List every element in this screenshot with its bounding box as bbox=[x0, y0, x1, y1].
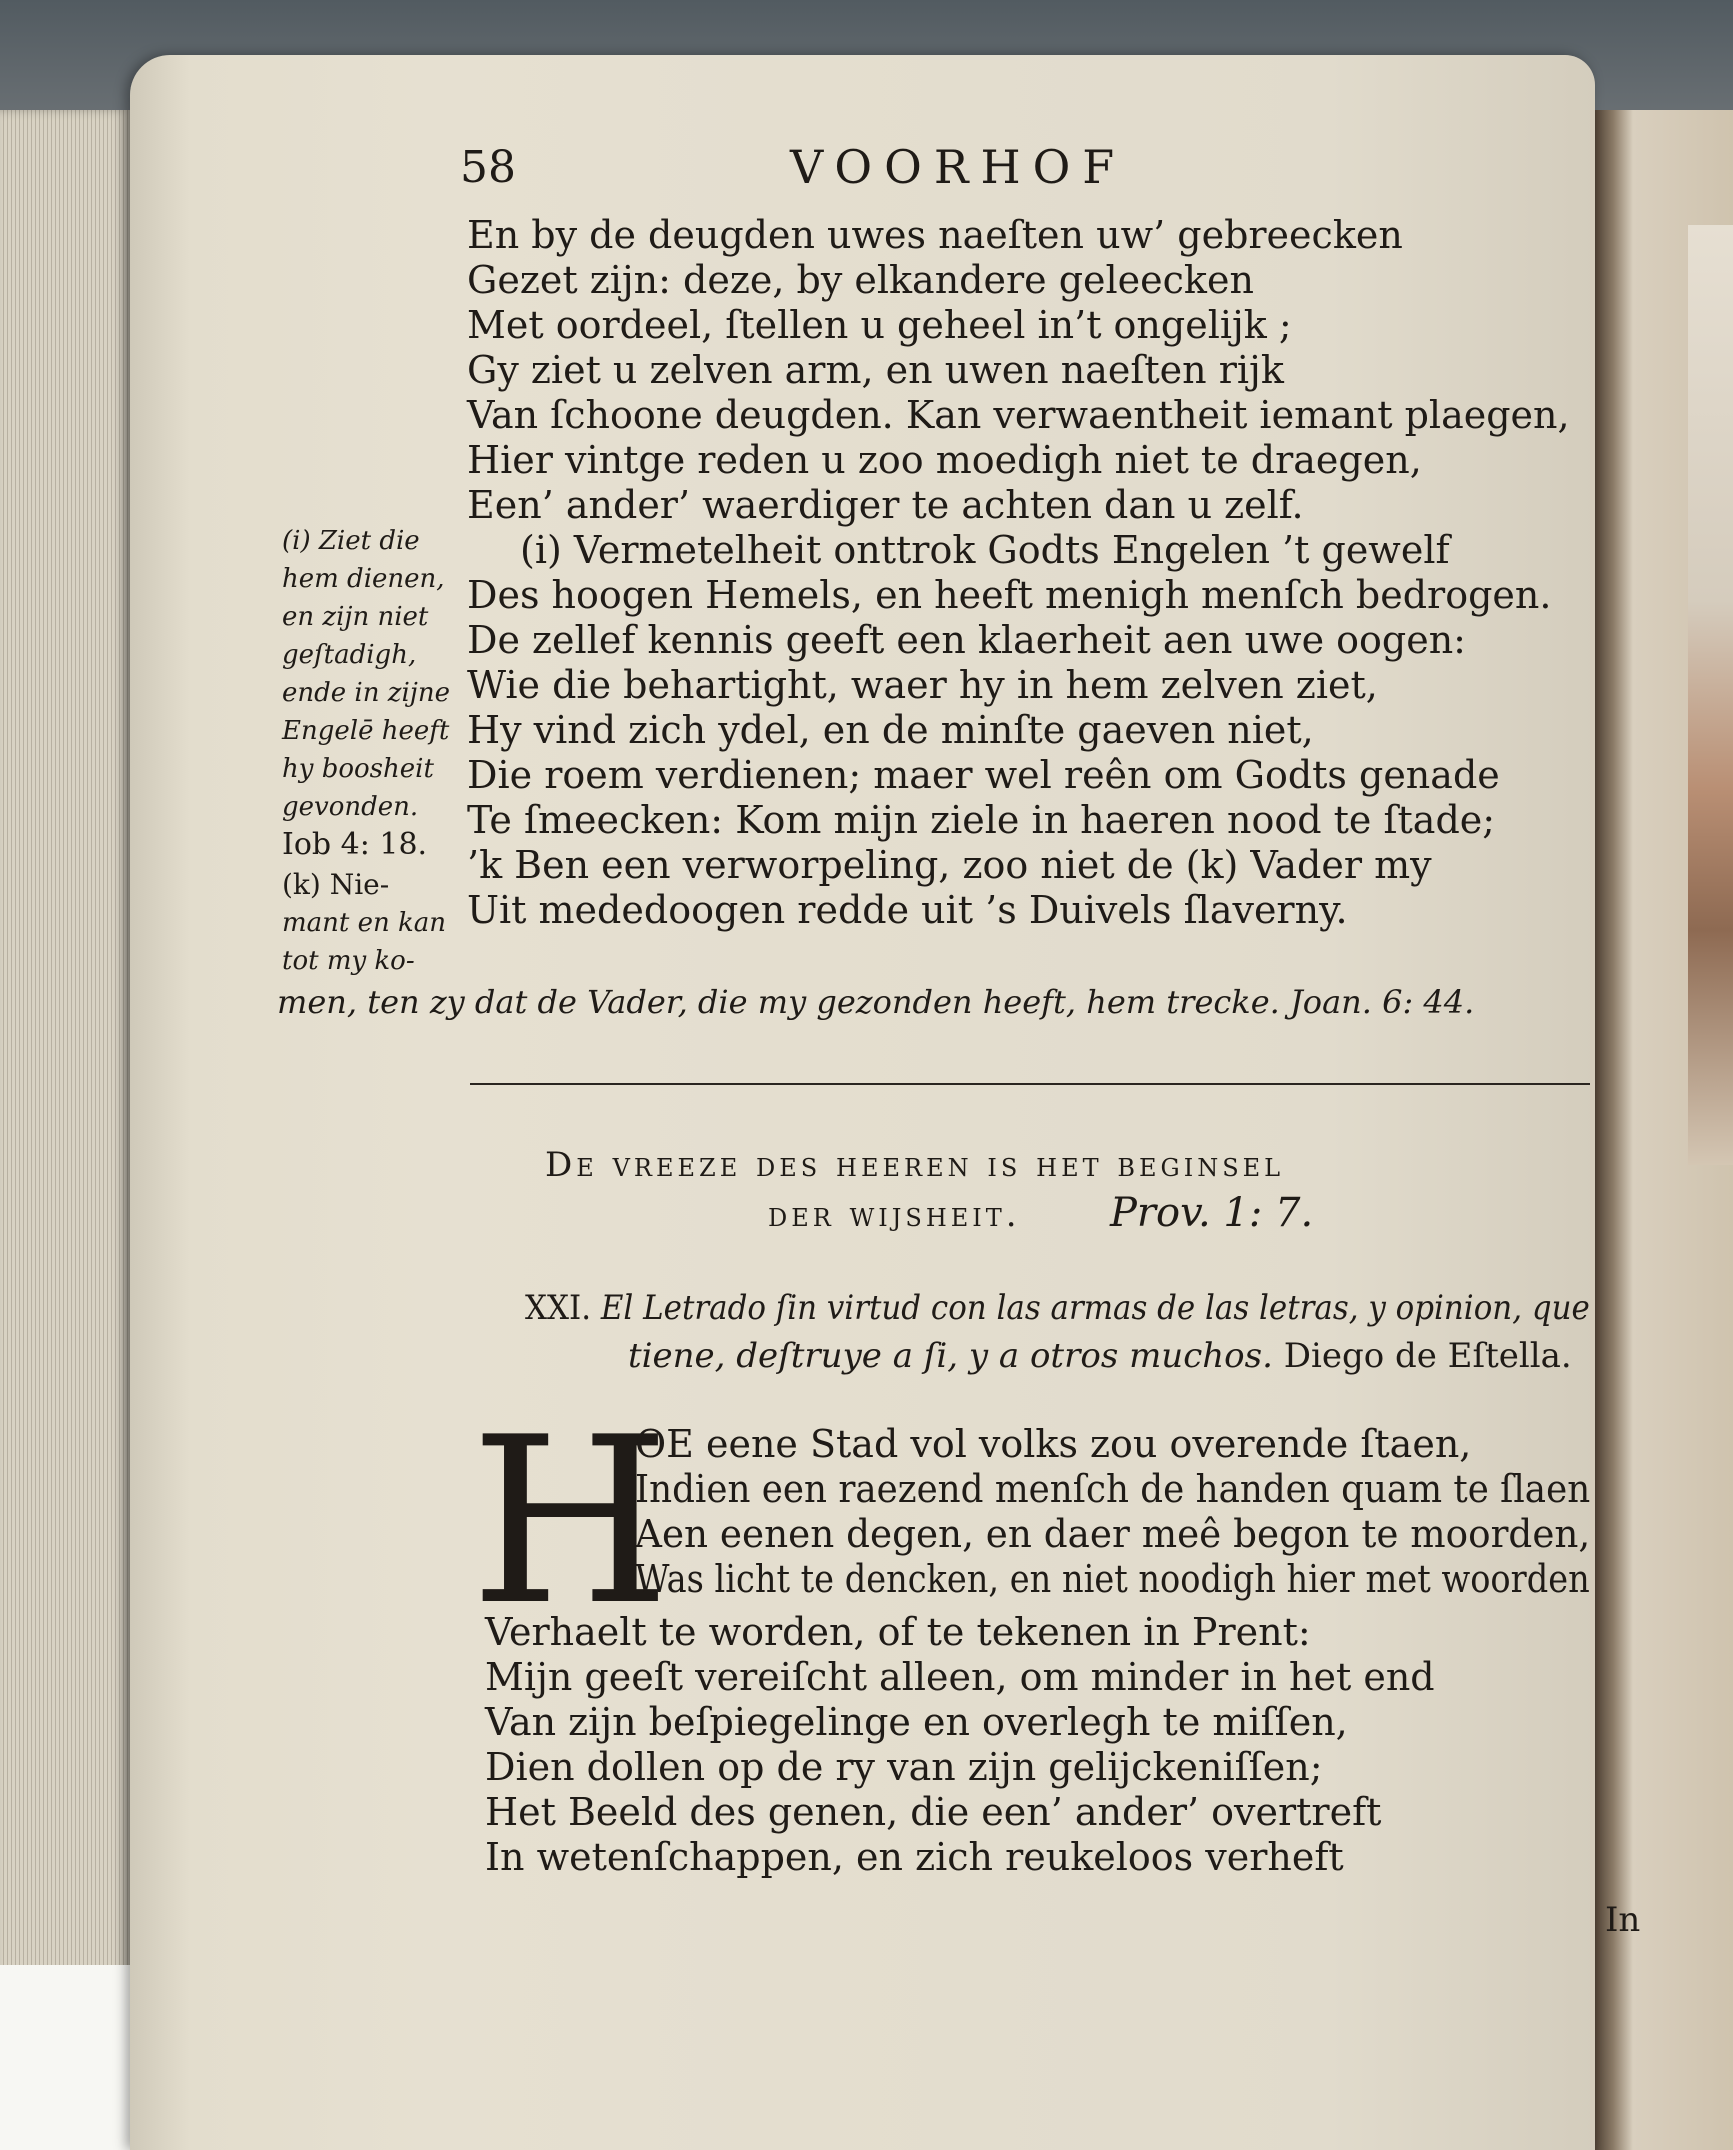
epigraph-author: Diego de Eſtella. bbox=[1283, 1336, 1572, 1376]
verse-line: Indien een raezend menſch de handen quam te ſlaen bbox=[635, 1467, 1591, 1511]
section-heading-line2: der wijsheit. bbox=[768, 1195, 1021, 1235]
verse-line: OE eene Stad vol volks zou overende ſtaen, bbox=[635, 1422, 1472, 1466]
section-heading-line1: De vreeze des heeren is het beginsel bbox=[545, 1145, 1285, 1185]
margin-note: geſtadigh, bbox=[282, 640, 417, 670]
verse-line: Was licht te dencken, en niet noodigh hier met woorden bbox=[635, 1557, 1590, 1601]
margin-note: Iob 4: 18. bbox=[282, 827, 428, 862]
verse-line: ’k Ben een verworpeling, zoo niet de (k) Vader my bbox=[467, 843, 1432, 887]
verse-line: Des hoogen Hemels, en heeft menigh menſch bedrogen. bbox=[467, 573, 1552, 617]
verse-line: Dien dollen op de ry van zijn gelijckeniſſen; bbox=[485, 1745, 1323, 1789]
verse-line: In wetenſchappen, en zich reukeloos verheft bbox=[485, 1835, 1344, 1879]
book-page-edges bbox=[0, 110, 130, 2150]
margin-note: hy boosheit bbox=[282, 754, 434, 784]
verse-line: Verhaelt te worden, of te tekenen in Prent: bbox=[485, 1610, 1311, 1654]
margin-note: tot my ko- bbox=[282, 946, 415, 976]
verse-line: Het Beeld des genen, die een’ ander’ overtreft bbox=[485, 1790, 1382, 1834]
verse-line: Van zijn beſpiegelinge en overlegh te miſſen, bbox=[485, 1700, 1348, 1744]
margin-note: Engelē heeft bbox=[282, 716, 450, 746]
margin-note: hem dienen, bbox=[282, 564, 445, 594]
section-divider bbox=[470, 1083, 1590, 1085]
verse-line: Gezet zijn: deze, by elkandere geleecken bbox=[467, 258, 1254, 302]
verse-line: Uit mededoogen redde uit ’s Duivels ſlaverny. bbox=[467, 888, 1348, 932]
section-heading-reference: Prov. 1: 7. bbox=[1110, 1190, 1314, 1236]
verse-line: Met oordeel, ſtellen u geheel in’t ongelijk ; bbox=[467, 303, 1292, 347]
margin-note: gevonden. bbox=[282, 792, 419, 822]
verse-line: Aen eenen degen, en daer meê begon te moorden, bbox=[635, 1512, 1591, 1556]
verse-line: Gy ziet u zelven arm, en uwen naeſten rijk bbox=[467, 348, 1284, 392]
verse-line: (i) Vermetelheit onttrok Godts Engelen ’t gewelf bbox=[520, 528, 1450, 572]
verse-line: Van ſchoone deugden. Kan verwaentheit iemant plaegen, bbox=[467, 393, 1570, 437]
verse-line: En by de deugden uwes naeſten uw’ gebreecken bbox=[467, 213, 1403, 257]
verse-line: Hier vintge reden u zoo moedigh niet te draegen, bbox=[467, 438, 1422, 482]
verse-line: De zellef kennis geeft een klaerheit aen uwe oogen: bbox=[467, 618, 1466, 662]
facing-plate-illustration bbox=[1688, 225, 1733, 1165]
drop-cap: H bbox=[470, 1389, 671, 1656]
verse-line: Een’ ander’ waerdiger te achten dan u zelf. bbox=[467, 483, 1304, 527]
verse-line: Wie die behartight, waer hy in hem zelven ziet, bbox=[467, 663, 1378, 707]
epigraph-line2 bbox=[628, 1336, 1572, 1376]
margin-note: (k) Nie- bbox=[282, 868, 390, 901]
verse-line: Mijn geeſt vereiſcht alleen, om minder in het end bbox=[485, 1655, 1435, 1699]
running-head: VOORHOF bbox=[790, 140, 1127, 194]
margin-note: ende in zijne bbox=[282, 678, 450, 708]
epigraph-number: XXI. bbox=[525, 1288, 592, 1328]
epigraph-text-2: tiene, deſtruye a ſi, y a otros muchos. bbox=[628, 1336, 1273, 1376]
margin-note: mant en kan bbox=[282, 908, 447, 938]
verse-line: Hy vind zich ydel, en de minſte gaeven niet, bbox=[467, 708, 1314, 752]
verse-line: Te ſmeecken: Kom mijn ziele in haeren nood te ſtade; bbox=[467, 798, 1496, 842]
verse-line: Die roem verdienen; maer wel reên om Godts genade bbox=[467, 753, 1500, 797]
epigraph-line1 bbox=[525, 1288, 1590, 1328]
margin-note: en zijn niet bbox=[282, 602, 429, 632]
page-number: 58 bbox=[460, 142, 516, 193]
epigraph-text-1: El Letrado ſin virtud con las armas de las letras, y opinion, que bbox=[600, 1288, 1590, 1328]
catchword: In bbox=[1605, 1900, 1641, 1940]
margin-note: (i) Ziet die bbox=[282, 526, 420, 556]
footnote-line: men, ten zy dat de Vader, die my gezonden heeft, hem trecke. Joan. 6: 44. bbox=[277, 983, 1475, 1021]
